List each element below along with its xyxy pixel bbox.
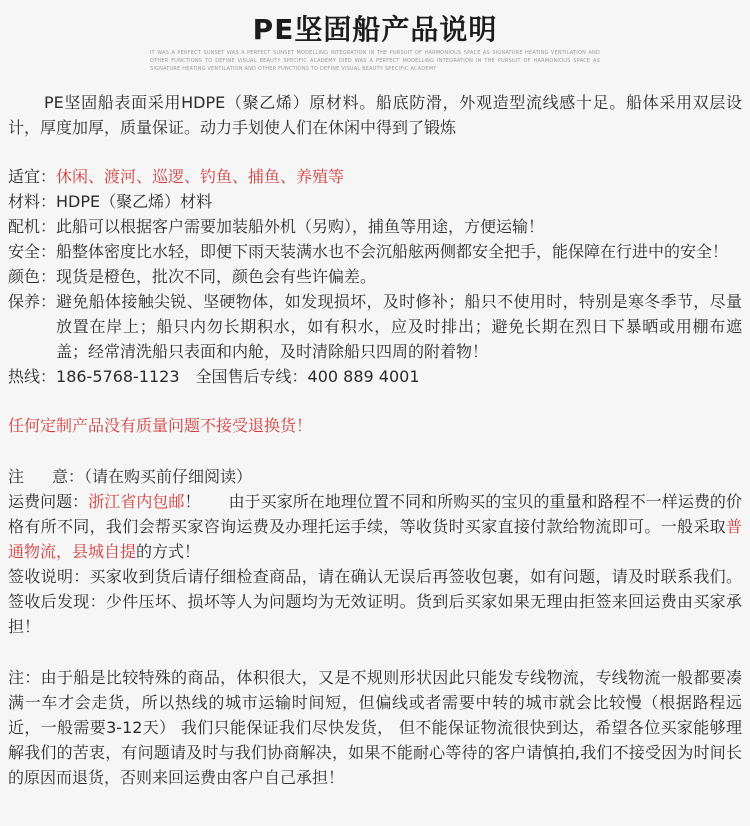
spec-label: 保养： bbox=[8, 292, 57, 311]
shipping-text: 由于买家所在地理位置不同和所购买的宝贝的重量和路程不一样运费的价格有所不同，我们会帮买家咨询运费及办理托运手续，等收货时买家直接付款给物流即可。一般采取 bbox=[8, 492, 742, 536]
spec-label: 热线： bbox=[8, 367, 57, 386]
receipt-text: 买家收到货后请仔细检查商品，请在确认无误后再签收包裹，如有问题，请及时联系我们。签收后发现：少件压坏、损坏等人为问题均为无效证明。货到后买家如果无理由拒签来回运费由买家承担！ bbox=[8, 567, 742, 636]
spec-safety bbox=[8, 239, 742, 264]
spec-value: 此船可以根据客户需要加装船外机（另购），捕鱼等用途，方便运输！ bbox=[56, 217, 545, 236]
shipping-exclaim: ！ bbox=[184, 492, 201, 511]
spec-value: 186-5768-1123 全国售后专线：400 889 4001 bbox=[56, 367, 420, 386]
spec-label: 颜色： bbox=[8, 267, 57, 286]
spec-value: 休闲、渡河、巡逻、钓鱼、捕鱼、养殖等 bbox=[56, 167, 345, 186]
shipping-method-highlight: 普通物流，县城自提 bbox=[8, 517, 742, 561]
spec-value: 现货是橙色，批次不同，颜色会有些许偏差。 bbox=[56, 267, 377, 286]
final-note-paragraph: 注：由于船是比较特殊的商品，体积很大，又是不规则形状因此只能发专线物流，专线物流一般都要凑满一车才会走货，所以热线的城市运输时间短，但偏线或者需要中转的城市就会比较慢（根据路程远近，一般需要3-12天） 我们只能保证我们尽快发货， 但不能保证物流很快到达，希望各位买家能够理解我们的苦衷，有问题请及时与我们协商解决，如果不能耐心等待的客户请慎拍,我们不接受因为时间长的原因而退货，否则来回运费由客户自己承担！ bbox=[8, 668, 742, 787]
receipt-label: 签收说明： bbox=[8, 567, 90, 586]
notice-label-b: 意： bbox=[52, 467, 85, 486]
spec-value: HDPE（聚乙烯）材料 bbox=[56, 192, 213, 211]
return-warning: 任何定制产品没有质量问题不接受退换货！ bbox=[8, 416, 313, 435]
spec-hotline bbox=[8, 364, 742, 389]
spec-material bbox=[8, 189, 742, 214]
spec-label: 适宜： bbox=[8, 167, 57, 186]
spec-maintenance bbox=[8, 289, 742, 364]
spec-suitable bbox=[8, 164, 742, 189]
document-body bbox=[8, 90, 742, 790]
receipt-paragraph bbox=[8, 564, 742, 639]
spec-label: 安全： bbox=[8, 242, 57, 261]
shipping-free-highlight: 浙江省内包邮 bbox=[88, 492, 185, 511]
page-title: PE坚固船产品说明 bbox=[252, 13, 498, 46]
intro-paragraph: PE坚固船表面采用HDPE（聚乙烯）原材料。船底防滑，外观造型流线感十足。船体采用双层设计，厚度加厚，质量保证。动力手划使人们在休闲中得到了锻炼 bbox=[8, 93, 742, 137]
spec-value: 避免船体接触尖锐、坚硬物体，如发现损坏，及时修补；船只不使用时，特别是寒冬季节，尽量放置在岸上；船只内勿长期积水，如有积水，应及时排出；避免长期在烈日下暴晒或用棚布遮盖；经常清洗船只表面和内舱，及时清除船只四周的附着物！ bbox=[56, 292, 742, 361]
spec-list bbox=[8, 164, 742, 389]
shipping-text-end: 的方式！ bbox=[136, 542, 201, 561]
spec-value: 船整体密度比水轻，即便下雨天装满水也不会沉船舷两侧都安全把手，能保障在行进中的安全！ bbox=[56, 242, 729, 261]
decorative-subtitle: IT WAS A PERFECT SUNSET WAS A PERFECT SUNSET MODELLING INTEGRATION IN THE PURSUIT OF HARMONIOUS SPACE AS SIGNATURE HEATING VENTILATION AND OTHER FUNCTIONS TO DEFINE VISUAL BEAUTY SPECIFIC ACADEMY DIED WAS A PERFECT MODELLING INTEGRATION IN THE PURSUIT OF HARMONIOUS SPACE AS SIGNATURE HEATING VENTILATION AND OTHER FUNCTIONS TO DEFINE VISUAL BEAUTY SPECIFIC ACADEMY bbox=[150, 50, 600, 72]
spec-engine bbox=[8, 214, 742, 239]
spec-label: 材料： bbox=[8, 192, 57, 211]
spec-label: 配机： bbox=[8, 217, 57, 236]
notice-heading bbox=[8, 464, 742, 489]
shipping-paragraph bbox=[8, 489, 742, 564]
spec-color bbox=[8, 264, 742, 289]
notice-label-a: 注 bbox=[8, 467, 25, 486]
shipping-label: 运费问题： bbox=[8, 492, 89, 511]
notice-text: （请在购买前仔细阅读） bbox=[84, 467, 253, 486]
